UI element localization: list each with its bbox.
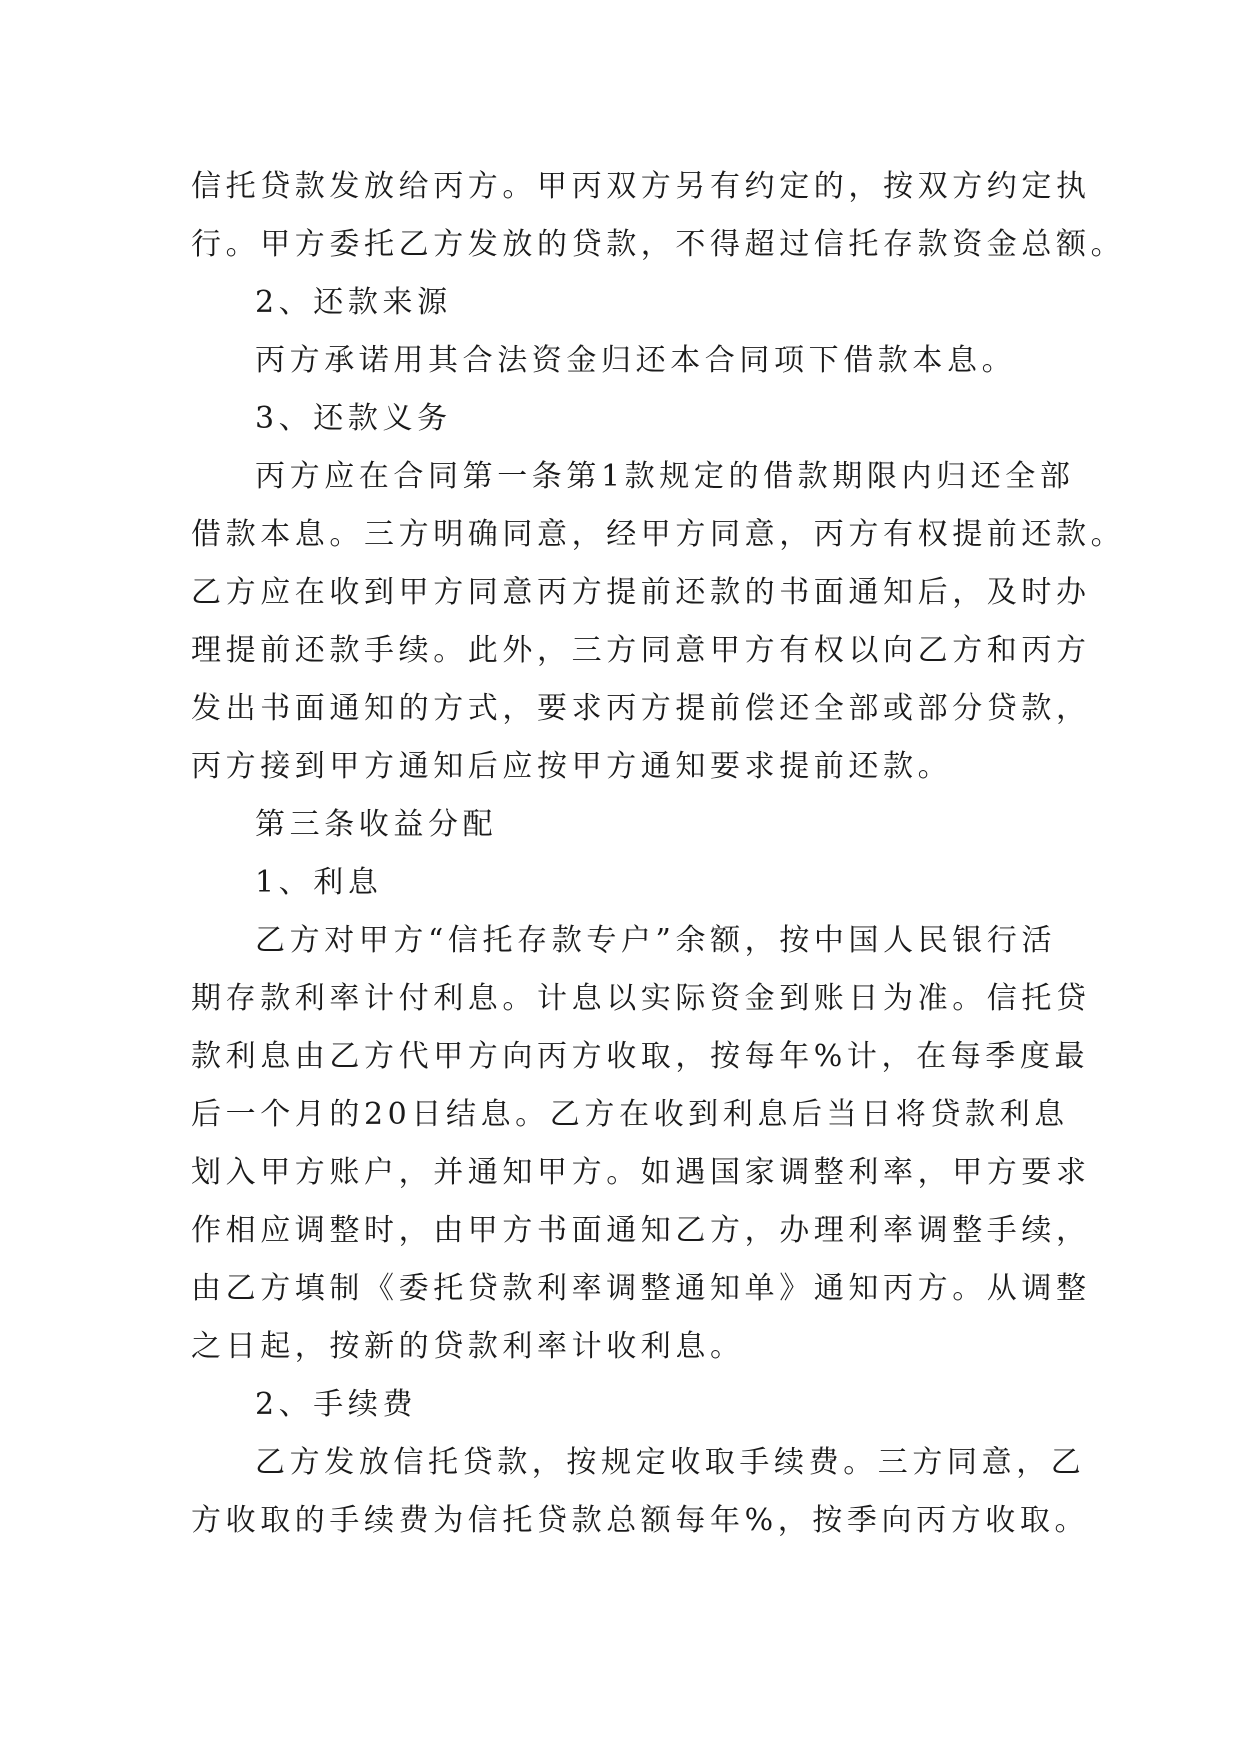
text-line: 2、还款来源 — [255, 285, 452, 320]
text-line: 乙方发放信托贷款，按规定收取手续费。三方同意，乙 — [255, 1445, 1086, 1480]
text-line: 发出书面通知的方式，要求丙方提前偿还全部或部分贷款， — [191, 691, 1091, 726]
text-line: 后一个月的20日结息。乙方在收到利息后当日将贷款利息 — [191, 1097, 1069, 1132]
text-line: 借款本息。三方明确同意，经甲方同意，丙方有权提前还款。 — [191, 517, 1126, 552]
text-line: 信托贷款发放给丙方。甲丙双方另有约定的，按双方约定执 — [191, 169, 1091, 204]
text-line: 乙方应在收到甲方同意丙方提前还款的书面通知后，及时办 — [191, 575, 1091, 610]
text-line: 作相应调整时，由甲方书面通知乙方，办理利率调整手续， — [191, 1213, 1091, 1248]
text-line: 丙方承诺用其合法资金归还本合同项下借款本息。 — [255, 343, 1017, 378]
text-line: 款利息由乙方代甲方向丙方收取，按每年%计，在每季度最 — [191, 1039, 1090, 1074]
text-line: 方收取的手续费为信托贷款总额每年%，按季向丙方收取。 — [191, 1503, 1090, 1538]
text-line: 划入甲方账户，并通知甲方。如遇国家调整利率，甲方要求 — [191, 1155, 1091, 1190]
text-line: 行。甲方委托乙方发放的贷款，不得超过信托存款资金总额。 — [191, 227, 1126, 262]
text-line: 由乙方填制《委托贷款利率调整通知单》通知丙方。从调整 — [191, 1271, 1091, 1306]
text-line: 第三条收益分配 — [255, 807, 498, 842]
text-line: 理提前还款手续。此外，三方同意甲方有权以向乙方和丙方 — [191, 633, 1091, 668]
text-line: 丙方应在合同第一条第1款规定的借款期限内归还全部 — [255, 459, 1075, 494]
text-line: 乙方对甲方“信托存款专户”余额，按中国人民银行活 — [255, 923, 1057, 958]
text-line: 2、手续费 — [255, 1387, 418, 1422]
text-line: 期存款利率计付利息。计息以实际资金到账日为准。信托贷 — [191, 981, 1091, 1016]
text-line: 之日起，按新的贷款利率计收利息。 — [191, 1329, 745, 1364]
text-line: 3、还款义务 — [255, 401, 452, 436]
text-line: 丙方接到甲方通知后应按甲方通知要求提前还款。 — [191, 749, 953, 784]
document-body — [191, 158, 1126, 1550]
text-line: 1、利息 — [255, 865, 383, 900]
